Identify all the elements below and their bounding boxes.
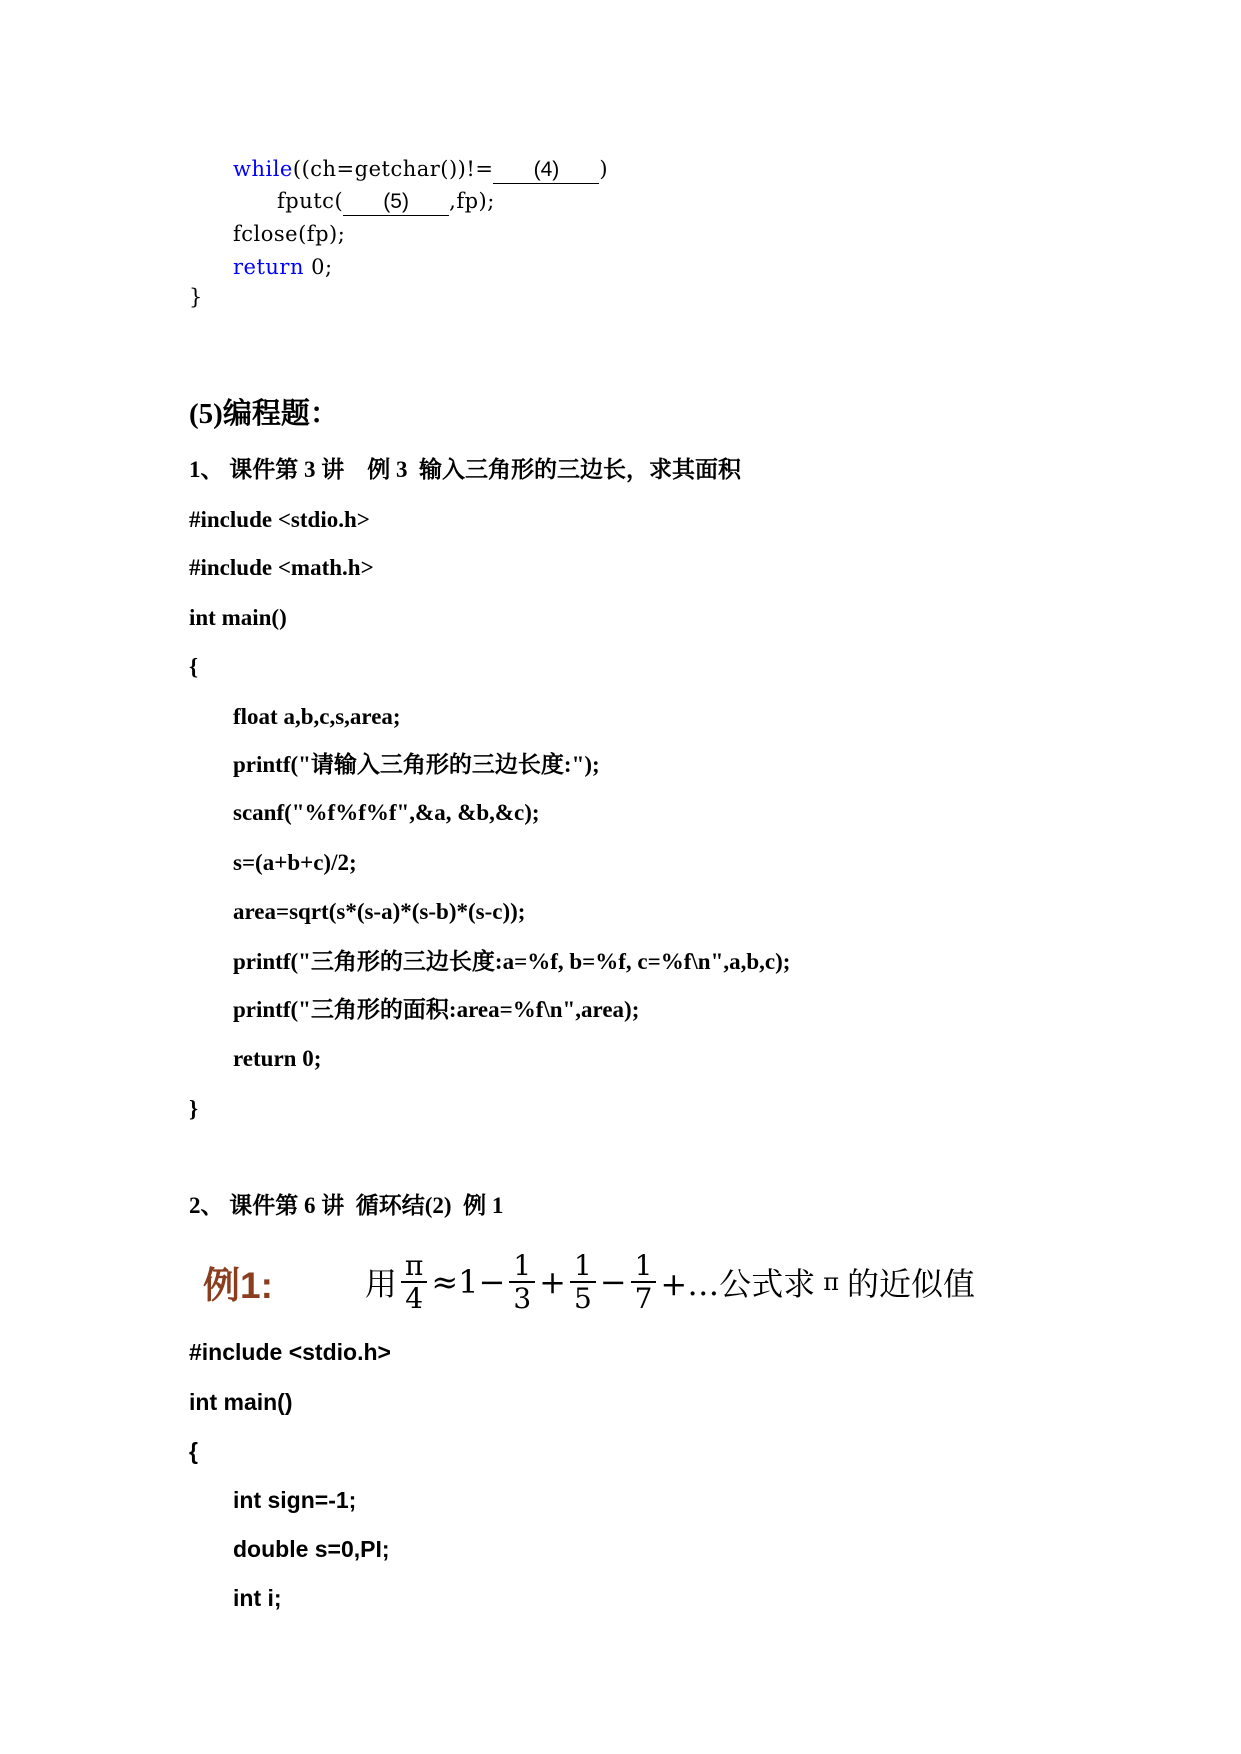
code-line: printf("三角形的三边长度:a=%f, b=%f, c=%f\n",a,b,c);	[233, 949, 791, 974]
code-line-fclose: fclose(fp);	[233, 222, 346, 246]
code-text: 0;	[304, 255, 333, 279]
code-line: float a,b,c,s,area;	[233, 704, 401, 729]
code-line: int i;	[233, 1585, 282, 1611]
fraction-1-over-5	[570, 1250, 596, 1314]
code-line-close-brace: }	[189, 285, 203, 309]
code-line: printf("三角形的面积:area=%f\n",area);	[233, 997, 640, 1022]
keyword-while: while	[233, 157, 293, 181]
code-text: ,fp);	[449, 189, 495, 213]
denominator: 5	[573, 1282, 592, 1315]
code-line: area=sqrt(s*(s-a)*(s-b)*(s-c));	[233, 899, 526, 924]
fraction-pi-over-4	[401, 1250, 427, 1314]
code-line: {	[189, 654, 199, 679]
pi-symbol: π	[823, 1268, 840, 1296]
code-line: #include <math.h>	[189, 555, 374, 580]
code-line-while	[233, 154, 608, 184]
formula-text: +…公式求	[660, 1265, 816, 1303]
code-line: s=(a+b+c)/2;	[233, 850, 357, 875]
numerator: 1	[631, 1250, 657, 1283]
code-line: int main()	[189, 605, 287, 630]
code-line: return 0;	[233, 1046, 322, 1071]
code-text: fputc(	[277, 189, 344, 213]
code-line-return	[233, 252, 333, 282]
formula-text: 用	[364, 1265, 397, 1303]
code-line: #include <stdio.h>	[189, 507, 370, 532]
code-line: int main()	[189, 1389, 293, 1415]
code-line: #include <stdio.h>	[189, 1339, 391, 1365]
code-line: {	[189, 1438, 198, 1464]
formula-text: 的近似值	[847, 1265, 976, 1303]
numerator: π	[401, 1250, 427, 1283]
example-label: 例1:	[203, 1265, 273, 1306]
problem-2-title: 2、 课件第 6 讲 循环结(2) 例 1	[189, 1193, 504, 1218]
denominator: 4	[405, 1282, 424, 1315]
code-line: }	[189, 1096, 199, 1121]
fill-blank-4: (4)	[493, 157, 599, 184]
section-title: (5)编程题：	[189, 398, 339, 430]
code-text: ((ch=getchar())!=	[292, 157, 494, 181]
formula-image	[203, 1247, 975, 1317]
code-line: scanf("%f%f%f",&a, &b,&c);	[233, 800, 540, 825]
keyword-return: return	[233, 255, 304, 279]
problem-1-title: 1、 课件第 3 讲 例 3 输入三角形的三边长，求其面积	[189, 457, 741, 482]
code-line: int sign=-1;	[233, 1487, 357, 1513]
code-line-fputc	[277, 186, 495, 216]
numerator: 1	[570, 1250, 596, 1283]
fraction-1-over-7	[631, 1250, 657, 1314]
code-text: )	[599, 157, 609, 181]
denominator: 7	[634, 1282, 653, 1315]
formula-operator: +	[539, 1263, 566, 1301]
formula-operator: ≈1−	[431, 1263, 506, 1301]
code-line: printf("请输入三角形的三边长度:");	[233, 752, 600, 777]
denominator: 3	[513, 1282, 532, 1315]
fill-blank-5: (5)	[343, 189, 449, 216]
formula-operator: −	[599, 1263, 627, 1301]
fraction-1-over-3	[509, 1250, 535, 1314]
numerator: 1	[509, 1250, 535, 1283]
code-line: double s=0,PI;	[233, 1536, 390, 1562]
